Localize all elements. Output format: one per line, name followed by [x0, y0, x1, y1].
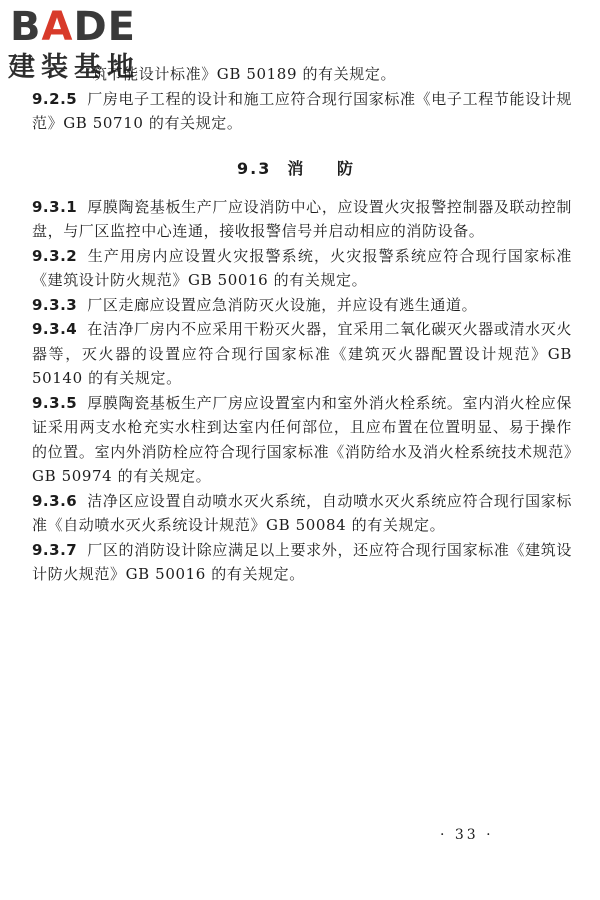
- clause-number: 9.3.3: [32, 295, 78, 314]
- clause-9-3-6: [32, 489, 572, 538]
- clause-9-2-5: [32, 87, 572, 136]
- clause-text: 厂房电子工程的设计和施工应符合现行国家标准《电子工程节能设计规范》GB 50710 的有关规定。: [32, 89, 572, 132]
- clause-9-3-4: [32, 317, 572, 391]
- clause-text: 生产用房内应设置火灾报警系统，火灾报警系统应符合现行国家标准《建筑设计防火规范》GB 50016 的有关规定。: [32, 246, 572, 289]
- clause-number: 9.3.4: [32, 320, 78, 338]
- clause-text: 厚膜陶瓷基板生产厂应设消防中心，应设置火灾报警控制器及联动控制盘，与厂区监控中心连通，接收报警信号并启动相应的消防设备。: [32, 197, 572, 240]
- clause-9-3-7: [32, 538, 572, 587]
- clause-number: 9.2.5: [32, 89, 78, 108]
- logo-accent-letter: A: [41, 4, 74, 50]
- document-body: [32, 62, 572, 587]
- clause-9-3-5: [32, 391, 572, 489]
- continuation-text: 筑节能设计标准》GB 50189 的有关规定。: [92, 65, 397, 83]
- section-number: 9.3: [237, 158, 272, 178]
- section-heading: [32, 156, 572, 179]
- clause-number: 9.3.6: [32, 491, 78, 510]
- clause-number: 9.3.7: [32, 540, 78, 559]
- clause-text: 厂区走廊应设置应急消防灭火设施，并应设有逃生通道。: [87, 295, 478, 314]
- clause-9-3-2: [32, 244, 572, 293]
- clause-text: 厂区的消防设计除应满足以上要求外，还应符合现行国家标准《建筑设计防火规范》GB 50016 的有关规定。: [32, 540, 572, 583]
- clause-number: 9.3.2: [32, 246, 78, 265]
- clause-9-3-1: [32, 195, 572, 244]
- page-number: · 33 ·: [440, 827, 494, 843]
- clause-text: 在洁净厂房内不应采用干粉灭火器，宜采用二氧化碳灭火器或清水灭火器等，灭火器的设置应符合现行国家标准《建筑灭火器配置设计规范》GB 50140 的有关规定。: [32, 320, 572, 387]
- logo-wordmark: BADE: [10, 4, 136, 50]
- clause-number: 9.3.5: [32, 393, 78, 412]
- section-title: 消 防: [287, 158, 367, 178]
- clause-9-3-3: [32, 293, 572, 318]
- clause-number: 9.3.1: [32, 197, 78, 216]
- logo-subtitle: 建装基地: [8, 52, 140, 83]
- clause-text: 洁净区应设置自动喷水灭火系统，自动喷水灭火系统应符合现行国家标准《自动喷水灭火系统设计规范》GB 50084 的有关规定。: [32, 491, 572, 534]
- clause-text: 厚膜陶瓷基板生产厂房应设置室内和室外消火栓系统。室内消火栓应保证采用两支水枪充实水柱到达室内任何部位，且应布置在位置明显、易于操作的位置。室内外消防栓应符合现行国家标准《消防给水及消火栓系统技术规范》GB 50974 的有关规定。: [32, 393, 572, 485]
